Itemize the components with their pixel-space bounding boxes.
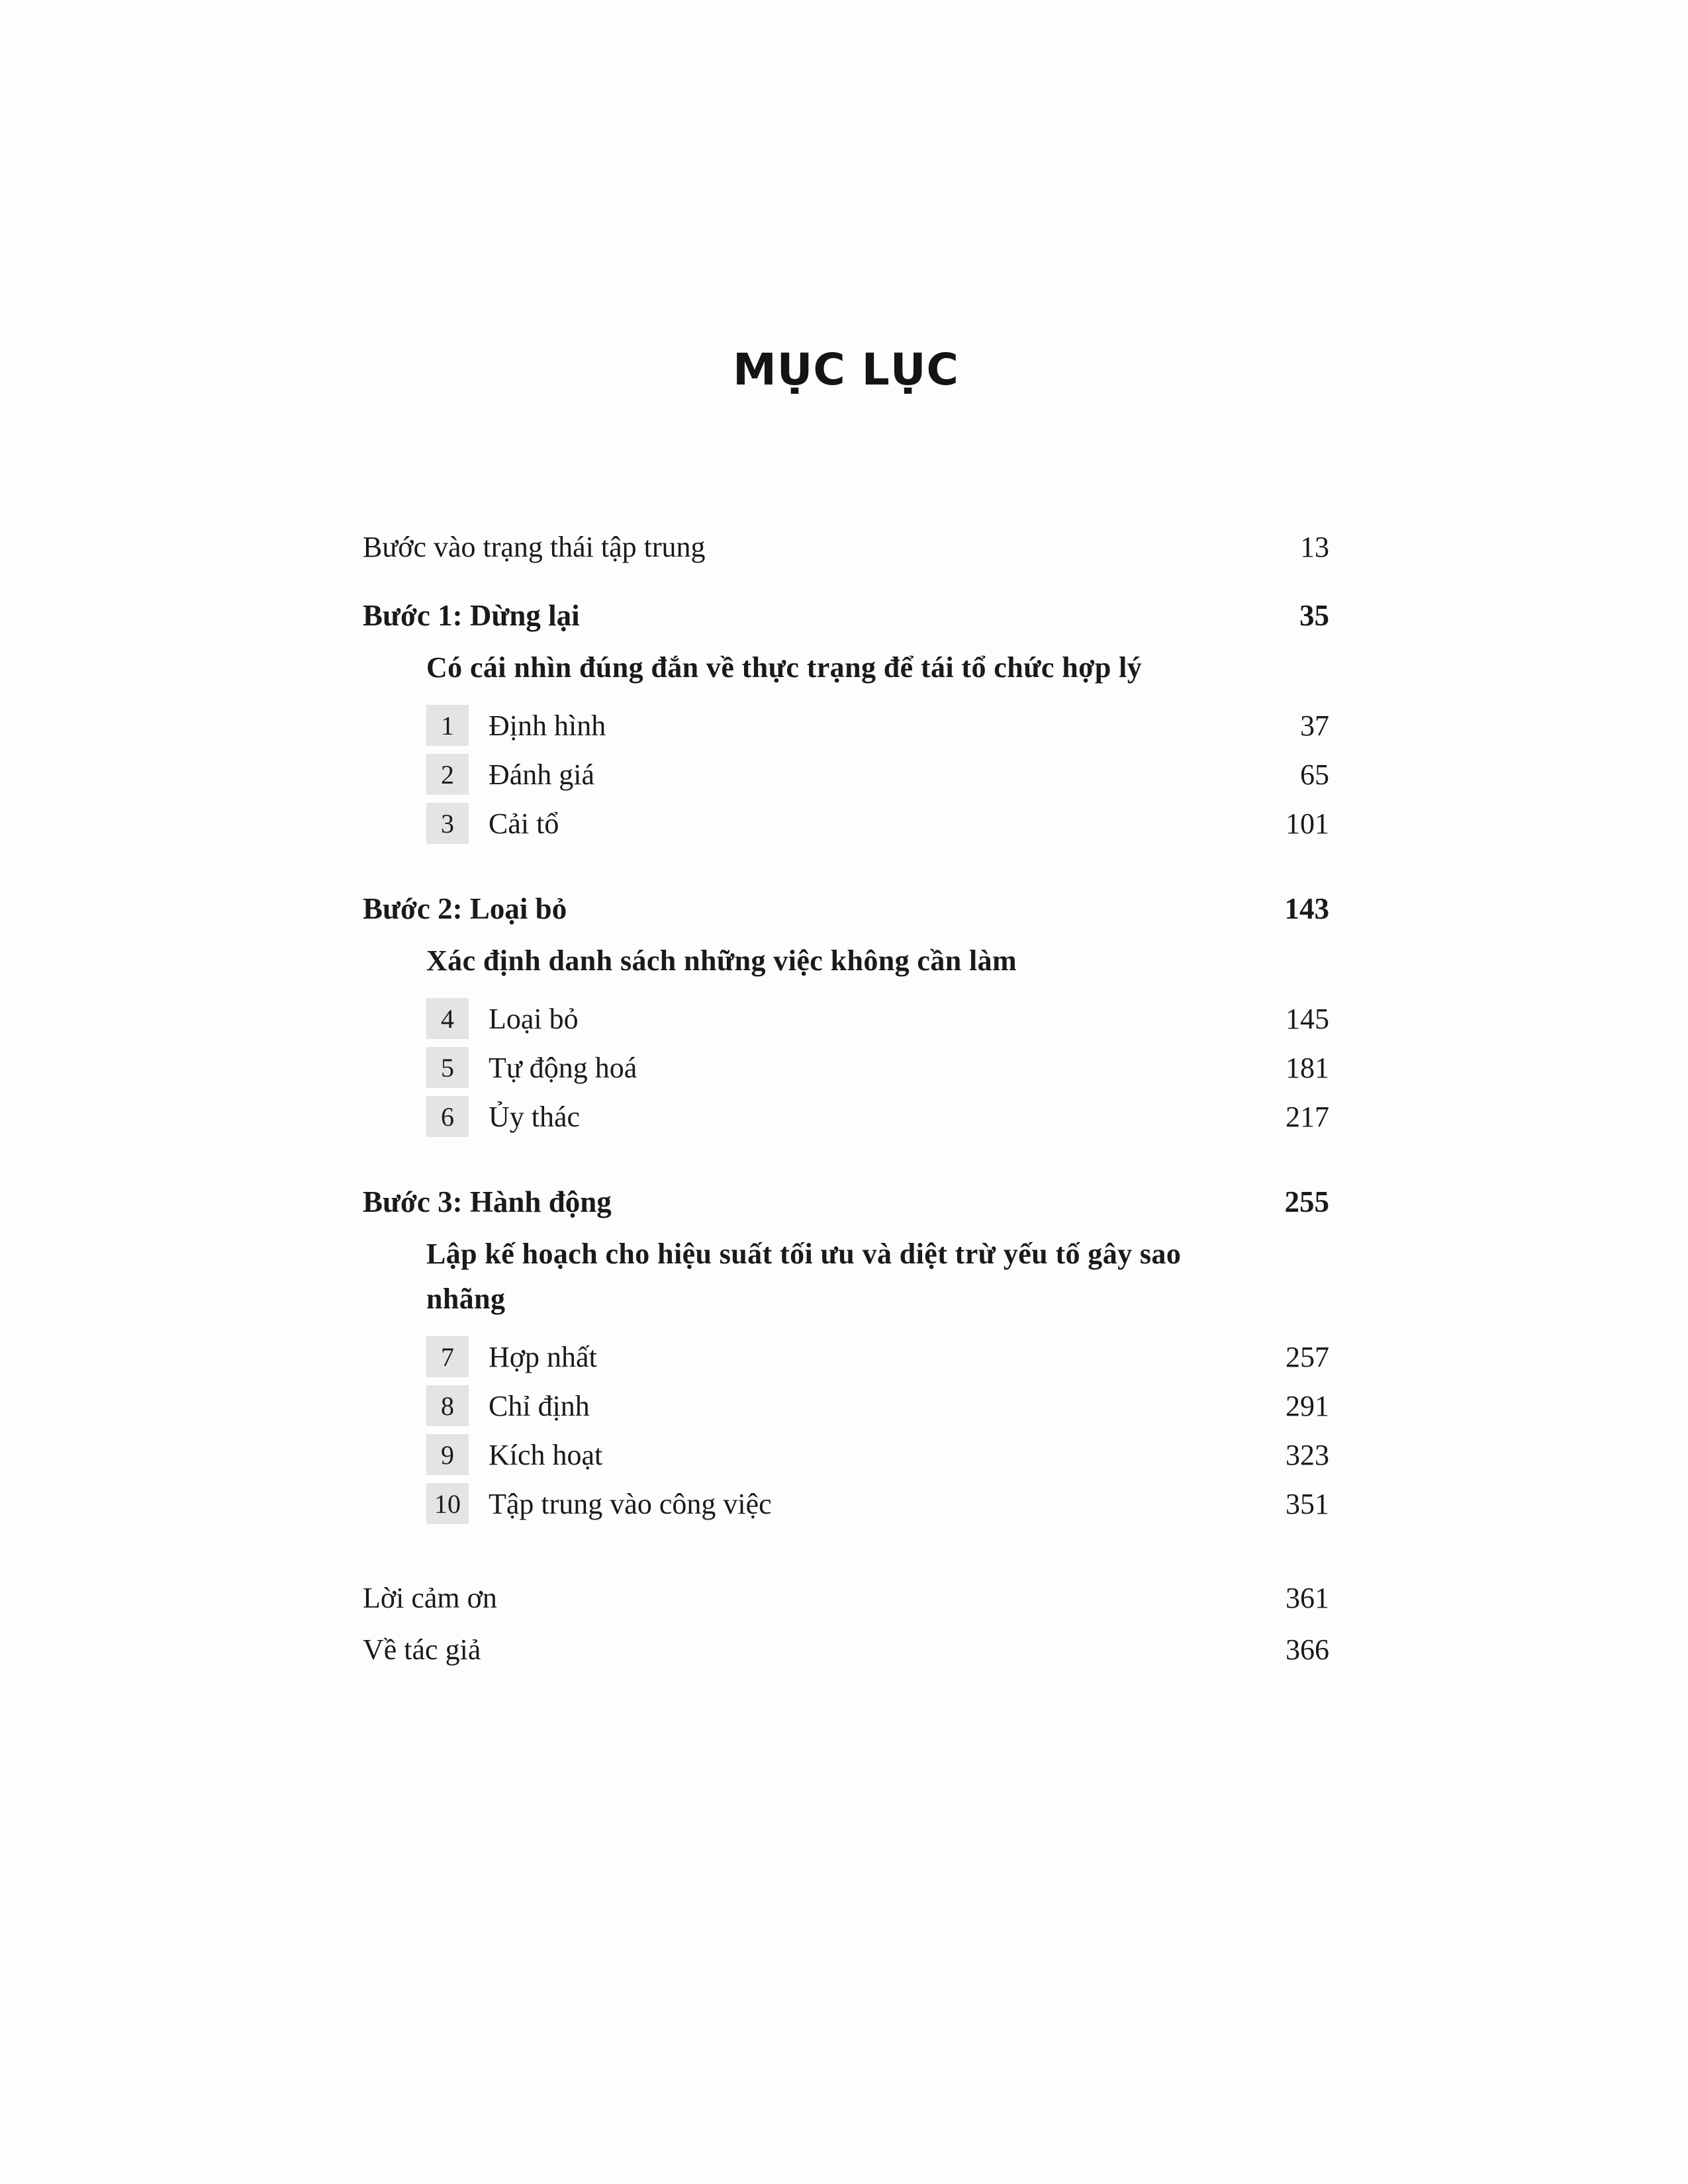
toc-part-page: 255	[1284, 1185, 1329, 1219]
toc-part-subtitle-3: Lập kế hoạch cho hiệu suất tối ưu và diệt trừ yếu tố gây sao nhãng	[426, 1238, 1182, 1316]
chapter-page: 145	[1286, 1002, 1329, 1035]
chapter-label: Đánh giá	[489, 758, 595, 791]
chapter-page: 291	[1286, 1389, 1329, 1422]
toc-chapter-row[interactable]	[426, 803, 1329, 844]
toc-chapter-row[interactable]	[426, 1047, 1329, 1088]
toc-chapter-row[interactable]	[426, 705, 1329, 746]
chapter-label: Tự động hoá	[489, 1051, 637, 1084]
chapter-label: Hợp nhất	[489, 1340, 597, 1373]
chapter-label: Kích hoạt	[489, 1438, 603, 1471]
chapter-number-badge: 4	[426, 998, 469, 1039]
chapter-page: 257	[1286, 1340, 1329, 1373]
toc-entry-page: 13	[1300, 531, 1329, 563]
toc-entry-page: 361	[1286, 1582, 1329, 1615]
chapter-page: 37	[1300, 709, 1329, 742]
chapter-number-badge: 8	[426, 1385, 469, 1426]
toc-part-heading-3[interactable]	[363, 1182, 1329, 1222]
chapter-page: 323	[1286, 1438, 1329, 1471]
toc-part-heading-1[interactable]	[363, 596, 1329, 636]
chapter-number-badge: 5	[426, 1047, 469, 1088]
toc-part-page: 35	[1299, 599, 1329, 633]
toc-part-page: 143	[1284, 892, 1329, 926]
toc-entry-label: Lời cảm ơn	[363, 1582, 497, 1615]
chapter-label: Ủy thác	[489, 1100, 581, 1133]
toc-chapter-row[interactable]	[426, 1385, 1329, 1426]
section-spacer	[363, 1145, 1329, 1182]
toc-part-subtitle-2: Xác định danh sách những việc không cần làm	[426, 944, 1017, 978]
toc-chapter-row[interactable]	[426, 1483, 1329, 1524]
toc-part-label: Bước 2: Loại bỏ	[363, 892, 567, 926]
chapter-page: 101	[1286, 807, 1329, 840]
toc-part-subtitle-1: Có cái nhìn đúng đắn về thực trạng để tái tổ chức hợp lý	[426, 651, 1143, 684]
toc-entry-page: 366	[1286, 1633, 1329, 1666]
chapter-number-badge: 7	[426, 1336, 469, 1377]
chapter-number-badge: 1	[426, 705, 469, 746]
page-title: MỤC LỤC	[733, 344, 959, 395]
toc-entry-acknowledgements[interactable]	[363, 1578, 1329, 1617]
chapter-label: Chỉ định	[489, 1389, 590, 1422]
chapter-page: 181	[1286, 1051, 1329, 1084]
chapter-label: Cải tổ	[489, 807, 559, 840]
chapter-page: 351	[1286, 1487, 1329, 1520]
toc-chapter-row[interactable]	[426, 1336, 1329, 1377]
chapter-number-badge: 3	[426, 803, 469, 844]
chapter-label: Loại bỏ	[489, 1002, 579, 1035]
toc-part-label: Bước 3: Hành động	[363, 1185, 612, 1219]
toc-part-heading-2[interactable]	[363, 889, 1329, 929]
toc-entry-label: Bước vào trạng thái tập trung	[363, 531, 706, 563]
section-spacer	[363, 852, 1329, 889]
toc-content	[363, 344, 1329, 1681]
chapter-label: Định hình	[489, 709, 606, 742]
chapter-number-badge: 10	[426, 1483, 469, 1524]
chapter-label: Tập trung vào công việc	[489, 1487, 772, 1520]
toc-part-label: Bước 1: Dừng lại	[363, 599, 580, 633]
chapter-number-badge: 2	[426, 754, 469, 795]
chapter-page: 217	[1286, 1100, 1329, 1133]
toc-entry-label: Về tác giả	[363, 1633, 481, 1666]
toc-chapter-row[interactable]	[426, 754, 1329, 795]
section-spacer	[363, 1532, 1329, 1578]
toc-entry-about-author[interactable]	[363, 1630, 1329, 1669]
toc-chapter-row[interactable]	[426, 1096, 1329, 1137]
chapter-page: 65	[1300, 758, 1329, 791]
toc-chapter-row[interactable]	[426, 1434, 1329, 1475]
chapter-number-badge: 9	[426, 1434, 469, 1475]
toc-entry-intro[interactable]	[363, 527, 1329, 567]
chapter-number-badge: 6	[426, 1096, 469, 1137]
toc-chapter-row[interactable]	[426, 998, 1329, 1039]
